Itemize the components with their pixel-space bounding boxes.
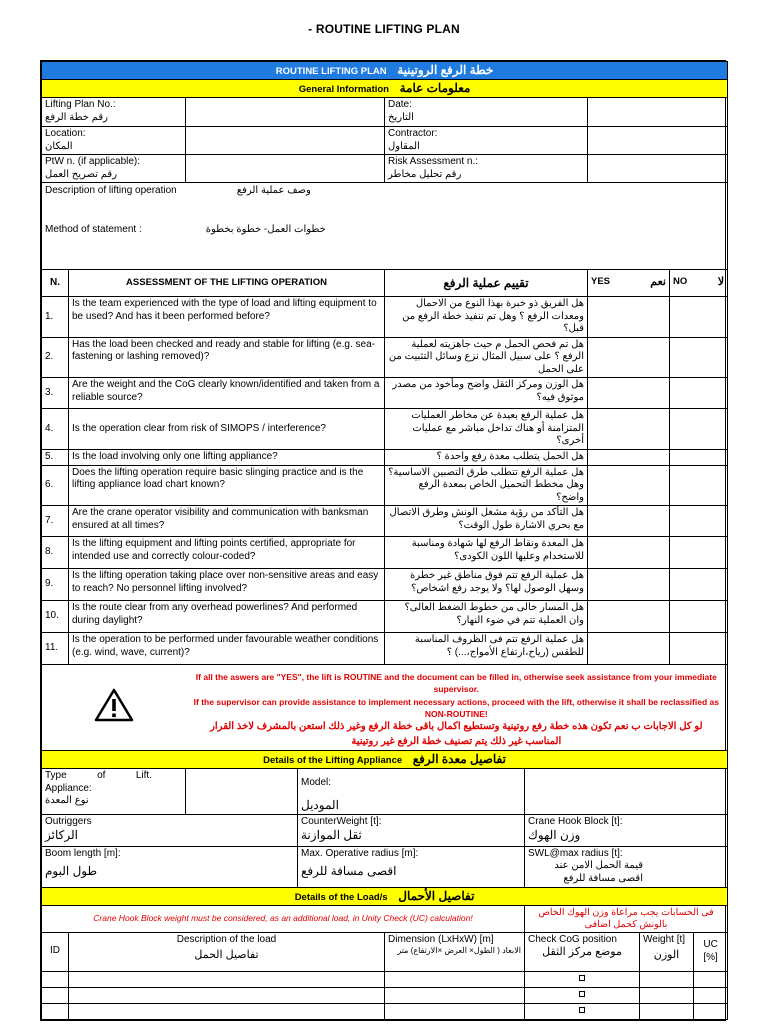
yes-cell[interactable] — [588, 297, 670, 338]
col-id-header: ID — [42, 932, 69, 971]
appliance-heading-en: Details of the Lifting Appliance — [263, 755, 403, 767]
label-ar: طول البوم — [45, 864, 98, 879]
row-number: 7. — [42, 506, 69, 537]
load-id-cell[interactable] — [42, 971, 69, 987]
table-row — [42, 506, 728, 537]
row-number: 5. — [42, 449, 69, 465]
load-cog-cell[interactable] — [525, 987, 640, 1003]
question-ar: هل عملية الرفع بعيدة عن مخاطر العمليات المتزامنة أو هناك تداخل مباشر مع عمليات أخرى؟ — [385, 409, 588, 450]
label-ar: المكان — [45, 140, 73, 152]
question-en: Is the lifting equipment and lifting points certified, appropriate for intended use and correctly colour-coded? — [69, 537, 385, 569]
label-ar: الموديل — [301, 797, 339, 812]
load-id-cell[interactable] — [42, 987, 69, 1003]
label-en: Weight [t] — [643, 933, 686, 945]
hookblock-field[interactable] — [525, 814, 728, 846]
model-field[interactable] — [525, 769, 728, 815]
no-cell[interactable] — [670, 409, 728, 450]
page-title: - ROUTINE LIFTING PLAN — [308, 22, 460, 36]
yes-cell[interactable] — [588, 506, 670, 537]
load-id-cell[interactable] — [42, 1003, 69, 1019]
yes-cell[interactable] — [588, 633, 670, 665]
ptw-field[interactable] — [186, 155, 385, 183]
label-ar: قيمة الحمل الامن عند اقصى مسافة للرفع — [554, 860, 643, 884]
date-label — [385, 98, 588, 127]
row-number: 10. — [42, 601, 69, 633]
label-ar: وزن الهوك — [528, 828, 581, 843]
question-ar: هل المسار خالى من خطوط الضغط العالى؟ وان العملية تتم في ضوء النهار؟ — [385, 601, 588, 633]
question-en: Is the operation clear from risk of SIMOPS / interference? — [69, 409, 385, 450]
notice-text — [186, 665, 728, 751]
label-ar: تفاصيل الحمل — [194, 949, 259, 961]
col-yes-header — [588, 270, 670, 297]
notice-ar-line2: المناسب غير ذلك يتم تصنيف خطة الرفع غير روتينية — [351, 735, 562, 747]
notice-en-line2: If the supervisor can provide assistance to implement necessary actions, proceed with the lift, otherwise it shall be reclassified as NON-ROUTINE! — [193, 696, 719, 719]
question-ar: هل تم فحص الحمل م حيث جاهزيته لعملية الرفع ؟ على سبيل المثال نزع وسائل التثبيت من على الحمل — [385, 337, 588, 378]
no-label: NO — [673, 276, 688, 288]
yes-cell[interactable] — [588, 409, 670, 450]
operative-radius-field[interactable] — [298, 846, 525, 887]
table-row — [42, 465, 728, 506]
question-en: Is the load involving only one lifting appliance? — [69, 449, 385, 465]
appliance-heading-ar: تفاصيل معدة الرفع — [412, 752, 506, 767]
question-en: Is the team experienced with the type of load and lifting equipment to be used? And has it been performed before? — [69, 297, 385, 338]
label-en: Description of the load — [176, 933, 277, 945]
question-ar: هل عملية الرفع تتطلب طرق التصبين الاساسية؟ وهل مخطط التحميل الخاص بمعدة الرفع واضح؟ — [385, 465, 588, 506]
appliance-heading — [42, 751, 728, 769]
load-dimension-cell[interactable] — [385, 987, 525, 1003]
lifting-plan-form — [40, 60, 726, 1021]
label-en: Crane Hook Block [t]: — [528, 815, 623, 827]
load-uc-cell[interactable] — [694, 987, 728, 1003]
notice-en-line1: If all the aswers are "YES", the lift is ROUTINE and the document can be filled in, otherwise seek assistance from your immediate supervisor. — [195, 672, 717, 695]
label-en: Lift. — [135, 770, 152, 782]
load-description-cell[interactable] — [69, 987, 385, 1003]
question-ar: هل الفريق ذو خبرة بهذا النوع من الاحمال ومعدات الرفع ؟ وهل تم تنفيذ خطة الرفع من قبل؟ — [385, 297, 588, 338]
warning-icon-cell — [42, 665, 186, 751]
row-number: 11. — [42, 633, 69, 665]
no-cell[interactable] — [670, 569, 728, 601]
col-dimension-header — [385, 932, 525, 971]
load-weight-cell[interactable] — [640, 1003, 694, 1019]
load-dimension-cell[interactable] — [385, 971, 525, 987]
table-row — [42, 971, 728, 987]
label-ar: اقصى مسافة للرفع — [301, 864, 397, 879]
swl-field[interactable] — [525, 846, 728, 887]
yes-cell[interactable] — [588, 378, 670, 409]
location-field[interactable] — [186, 127, 385, 155]
table-row — [42, 337, 728, 378]
label-ar: التاريخ — [388, 111, 414, 123]
question-ar: هل الوزن ومركز الثقل واضح ومأخوذ من مصدر موثوق فيه؟ — [385, 378, 588, 409]
cog-checkbox[interactable] — [579, 991, 585, 997]
question-ar: هل المعدة ونقاط الرفع لها شهادة ومناسبة للاستخدام وعليها اللون الكودى؟ — [385, 537, 588, 569]
row-number: 3. — [42, 378, 69, 409]
appliance-type-label — [42, 769, 186, 815]
label-en: Lifting Plan No.: — [45, 99, 116, 110]
form-table — [41, 61, 728, 1020]
label-ar: نوع المعدة — [45, 795, 89, 807]
table-row — [42, 601, 728, 633]
yes-cell[interactable] — [588, 537, 670, 569]
question-ar: هل عملية الرفع تتم فى الظروف المناسبة للطقس (رياح،ارتفاع الأمواج،...) ؟ — [385, 633, 588, 665]
row-number: 6. — [42, 465, 69, 506]
col-description-header — [69, 932, 385, 971]
question-en: Is the route clear from any overhead powerlines? And performed during daylight? — [69, 601, 385, 633]
label-en: Max. Operative radius [m]: — [301, 847, 419, 859]
yes-cell[interactable] — [588, 465, 670, 506]
table-row — [42, 987, 728, 1003]
label-ar: الركائز — [45, 828, 78, 843]
risk-assessment-field[interactable] — [588, 155, 728, 183]
load-description-cell[interactable] — [69, 971, 385, 987]
no-cell[interactable] — [670, 465, 728, 506]
label-ar: رقم تحليل مخاطر — [388, 168, 462, 180]
label-en: Model: — [301, 777, 332, 789]
no-cell[interactable] — [670, 601, 728, 633]
warning-icon — [94, 688, 134, 722]
notice-ar-line1: لو كل الاجابات ب نعم تكون هذه خطة رفع روتينية وتستطيع اكمال باقى خطة الرفع وغير ذلك استعن بالمشرف لاخذ القرار — [210, 721, 703, 733]
yes-cell[interactable] — [588, 449, 670, 465]
lifting-plan-no-field[interactable] — [186, 98, 385, 127]
label-en: CounterWeight [t]: — [301, 815, 382, 827]
label-en: Date: — [388, 99, 412, 110]
label-en: Boom length [m]: — [45, 847, 121, 859]
location-label — [42, 127, 186, 155]
question-en: Is the lifting operation taking place over non-sensitive areas and easy to reach? No personnel lifting involved? — [69, 569, 385, 601]
form-title-bar — [42, 62, 728, 80]
no-cell[interactable] — [670, 449, 728, 465]
yes-cell[interactable] — [588, 337, 670, 378]
risk-assessment-label — [385, 155, 588, 183]
row-number: 2. — [42, 337, 69, 378]
row-number: 8. — [42, 537, 69, 569]
description-label-ar: وصف عملية الرفع — [236, 185, 311, 196]
label-en: Appliance: — [45, 782, 92, 794]
method-label-en: Method of statement : — [45, 223, 142, 235]
outriggers-field[interactable] — [42, 814, 298, 846]
row-number: 4. — [42, 409, 69, 450]
method-label-ar: خطوات العمل- خطوة بخطوة — [205, 223, 326, 235]
col-number-header: N. — [42, 270, 69, 297]
boom-length-field[interactable] — [42, 846, 298, 887]
load-uc-cell[interactable] — [694, 1003, 728, 1019]
yes-label: YES — [591, 276, 611, 288]
loads-heading — [42, 887, 728, 905]
load-cog-cell[interactable] — [525, 1003, 640, 1019]
date-field[interactable] — [588, 98, 728, 127]
no-cell[interactable] — [670, 633, 728, 665]
loads-note-ar: فى الحسابات يجب مراعاة وزن الهوك الخاص بالونش كحمل اضافى — [525, 905, 728, 932]
general-info-heading-ar: معلومات عامة — [399, 81, 471, 95]
table-row — [42, 537, 728, 569]
label-ar: رقم تصريح العمل — [45, 168, 118, 180]
question-en: Are the weight and the CoG clearly known/identified and taken from a reliable source? — [69, 378, 385, 409]
question-ar: هل الحمل يتطلب معدة رفع واحدة ؟ — [385, 449, 588, 465]
yes-cell[interactable] — [588, 601, 670, 633]
load-cog-cell[interactable] — [525, 971, 640, 987]
question-en: Does the lifting operation require basic slinging practice and is the lifting appliance load chart known? — [69, 465, 385, 506]
label-ar: موضع مركز الثقل — [542, 946, 622, 958]
row-number: 9. — [42, 569, 69, 601]
label-en: SWL@max radius [t]: — [528, 847, 623, 859]
loads-heading-en: Details of the Load/s — [294, 891, 388, 903]
question-ar: هل التأكد من رؤية مشغل الونش وطرق الاتصال مع بحري الاشارة طول الوقت؟ — [385, 506, 588, 537]
form-title-en: ROUTINE LIFTING PLAN — [275, 66, 387, 77]
label-en: Location: — [45, 128, 86, 139]
general-info-heading — [42, 80, 728, 98]
model-label — [298, 769, 525, 815]
load-dimension-cell[interactable] — [385, 1003, 525, 1019]
label-ar: الابعاد ( الطول× العرض ×الارتفاع) متر — [397, 946, 521, 955]
no-label-ar: لا — [717, 276, 725, 289]
col-weight-header — [640, 932, 694, 971]
yes-label-ar: نعم — [650, 276, 666, 289]
counterweight-field[interactable] — [298, 814, 525, 846]
no-cell[interactable] — [670, 506, 728, 537]
label-en: Dimension (LxHxW) [m] — [388, 933, 494, 945]
label-ar: ثقل الموازنة — [301, 828, 362, 843]
ptw-label — [42, 155, 186, 183]
table-row — [42, 569, 728, 601]
load-weight-cell[interactable] — [640, 987, 694, 1003]
form-title-ar: خطة الرفع الروتينية — [397, 63, 494, 77]
no-cell[interactable] — [670, 537, 728, 569]
table-row — [42, 378, 728, 409]
label-en: Risk Assessment n.: — [388, 156, 479, 167]
label-en: Outriggers — [45, 815, 92, 827]
no-cell[interactable] — [670, 337, 728, 378]
loads-heading-ar: تفاصيل الأحمال — [398, 888, 475, 903]
row-number: 1. — [42, 297, 69, 338]
cog-checkbox[interactable] — [579, 975, 585, 981]
yes-cell[interactable] — [588, 569, 670, 601]
label-en: Check CoG position — [528, 933, 617, 945]
col-no-header — [670, 270, 728, 297]
load-description-cell[interactable] — [69, 1003, 385, 1019]
contractor-label — [385, 127, 588, 155]
loads-note-en: Crane Hook Block weight must be considered, as an additional load, in Unity Check (UC) calculation! — [42, 905, 525, 932]
table-row — [42, 297, 728, 338]
lifting-plan-no-label — [42, 98, 186, 127]
no-cell[interactable] — [670, 297, 728, 338]
label-en: Contractor: — [388, 128, 438, 139]
question-ar: هل عملية الرفع تتم فوق مناطق غير خطرة وسهل الوصول لها؟ ولا يوجد رفع اشخاص؟ — [385, 569, 588, 601]
label-ar: رقم خطة الرفع — [45, 111, 109, 123]
label-ar: الوزن — [653, 949, 680, 961]
question-en: Has the load been checked and ready and stable for lifting (e.g. sea-fastening or lashing removed)? — [69, 337, 385, 378]
assessment-title-ar: تقييم عملية الرفع — [385, 270, 588, 297]
table-row — [42, 633, 728, 665]
cog-checkbox[interactable] — [579, 1007, 585, 1013]
col-uc-header: UC [%] — [694, 932, 728, 971]
load-uc-cell[interactable] — [694, 971, 728, 987]
label-en: Type — [45, 770, 67, 782]
load-weight-cell[interactable] — [640, 971, 694, 987]
label-en: PtW n. (if applicable): — [45, 156, 141, 167]
description-method-box[interactable] — [42, 183, 728, 270]
appliance-type-field[interactable] — [186, 769, 298, 815]
no-cell[interactable] — [670, 378, 728, 409]
general-info-heading-en: General Information — [298, 84, 389, 95]
table-row — [42, 1003, 728, 1019]
table-row — [42, 449, 728, 465]
question-en: Is the operation to be performed under favourable weather conditions (e.g. wind, wave, current)? — [69, 633, 385, 665]
col-cog-header — [525, 932, 640, 971]
label-en: of — [97, 770, 106, 782]
table-row — [42, 409, 728, 450]
question-en: Are the crane operator visibility and communication with banksman ensured at all times? — [69, 506, 385, 537]
description-label-en: Description of lifting operation — [45, 185, 177, 196]
contractor-field[interactable] — [588, 127, 728, 155]
label-ar: المقاول — [388, 140, 420, 152]
assessment-title-en: ASSESSMENT OF THE LIFTING OPERATION — [69, 270, 385, 297]
